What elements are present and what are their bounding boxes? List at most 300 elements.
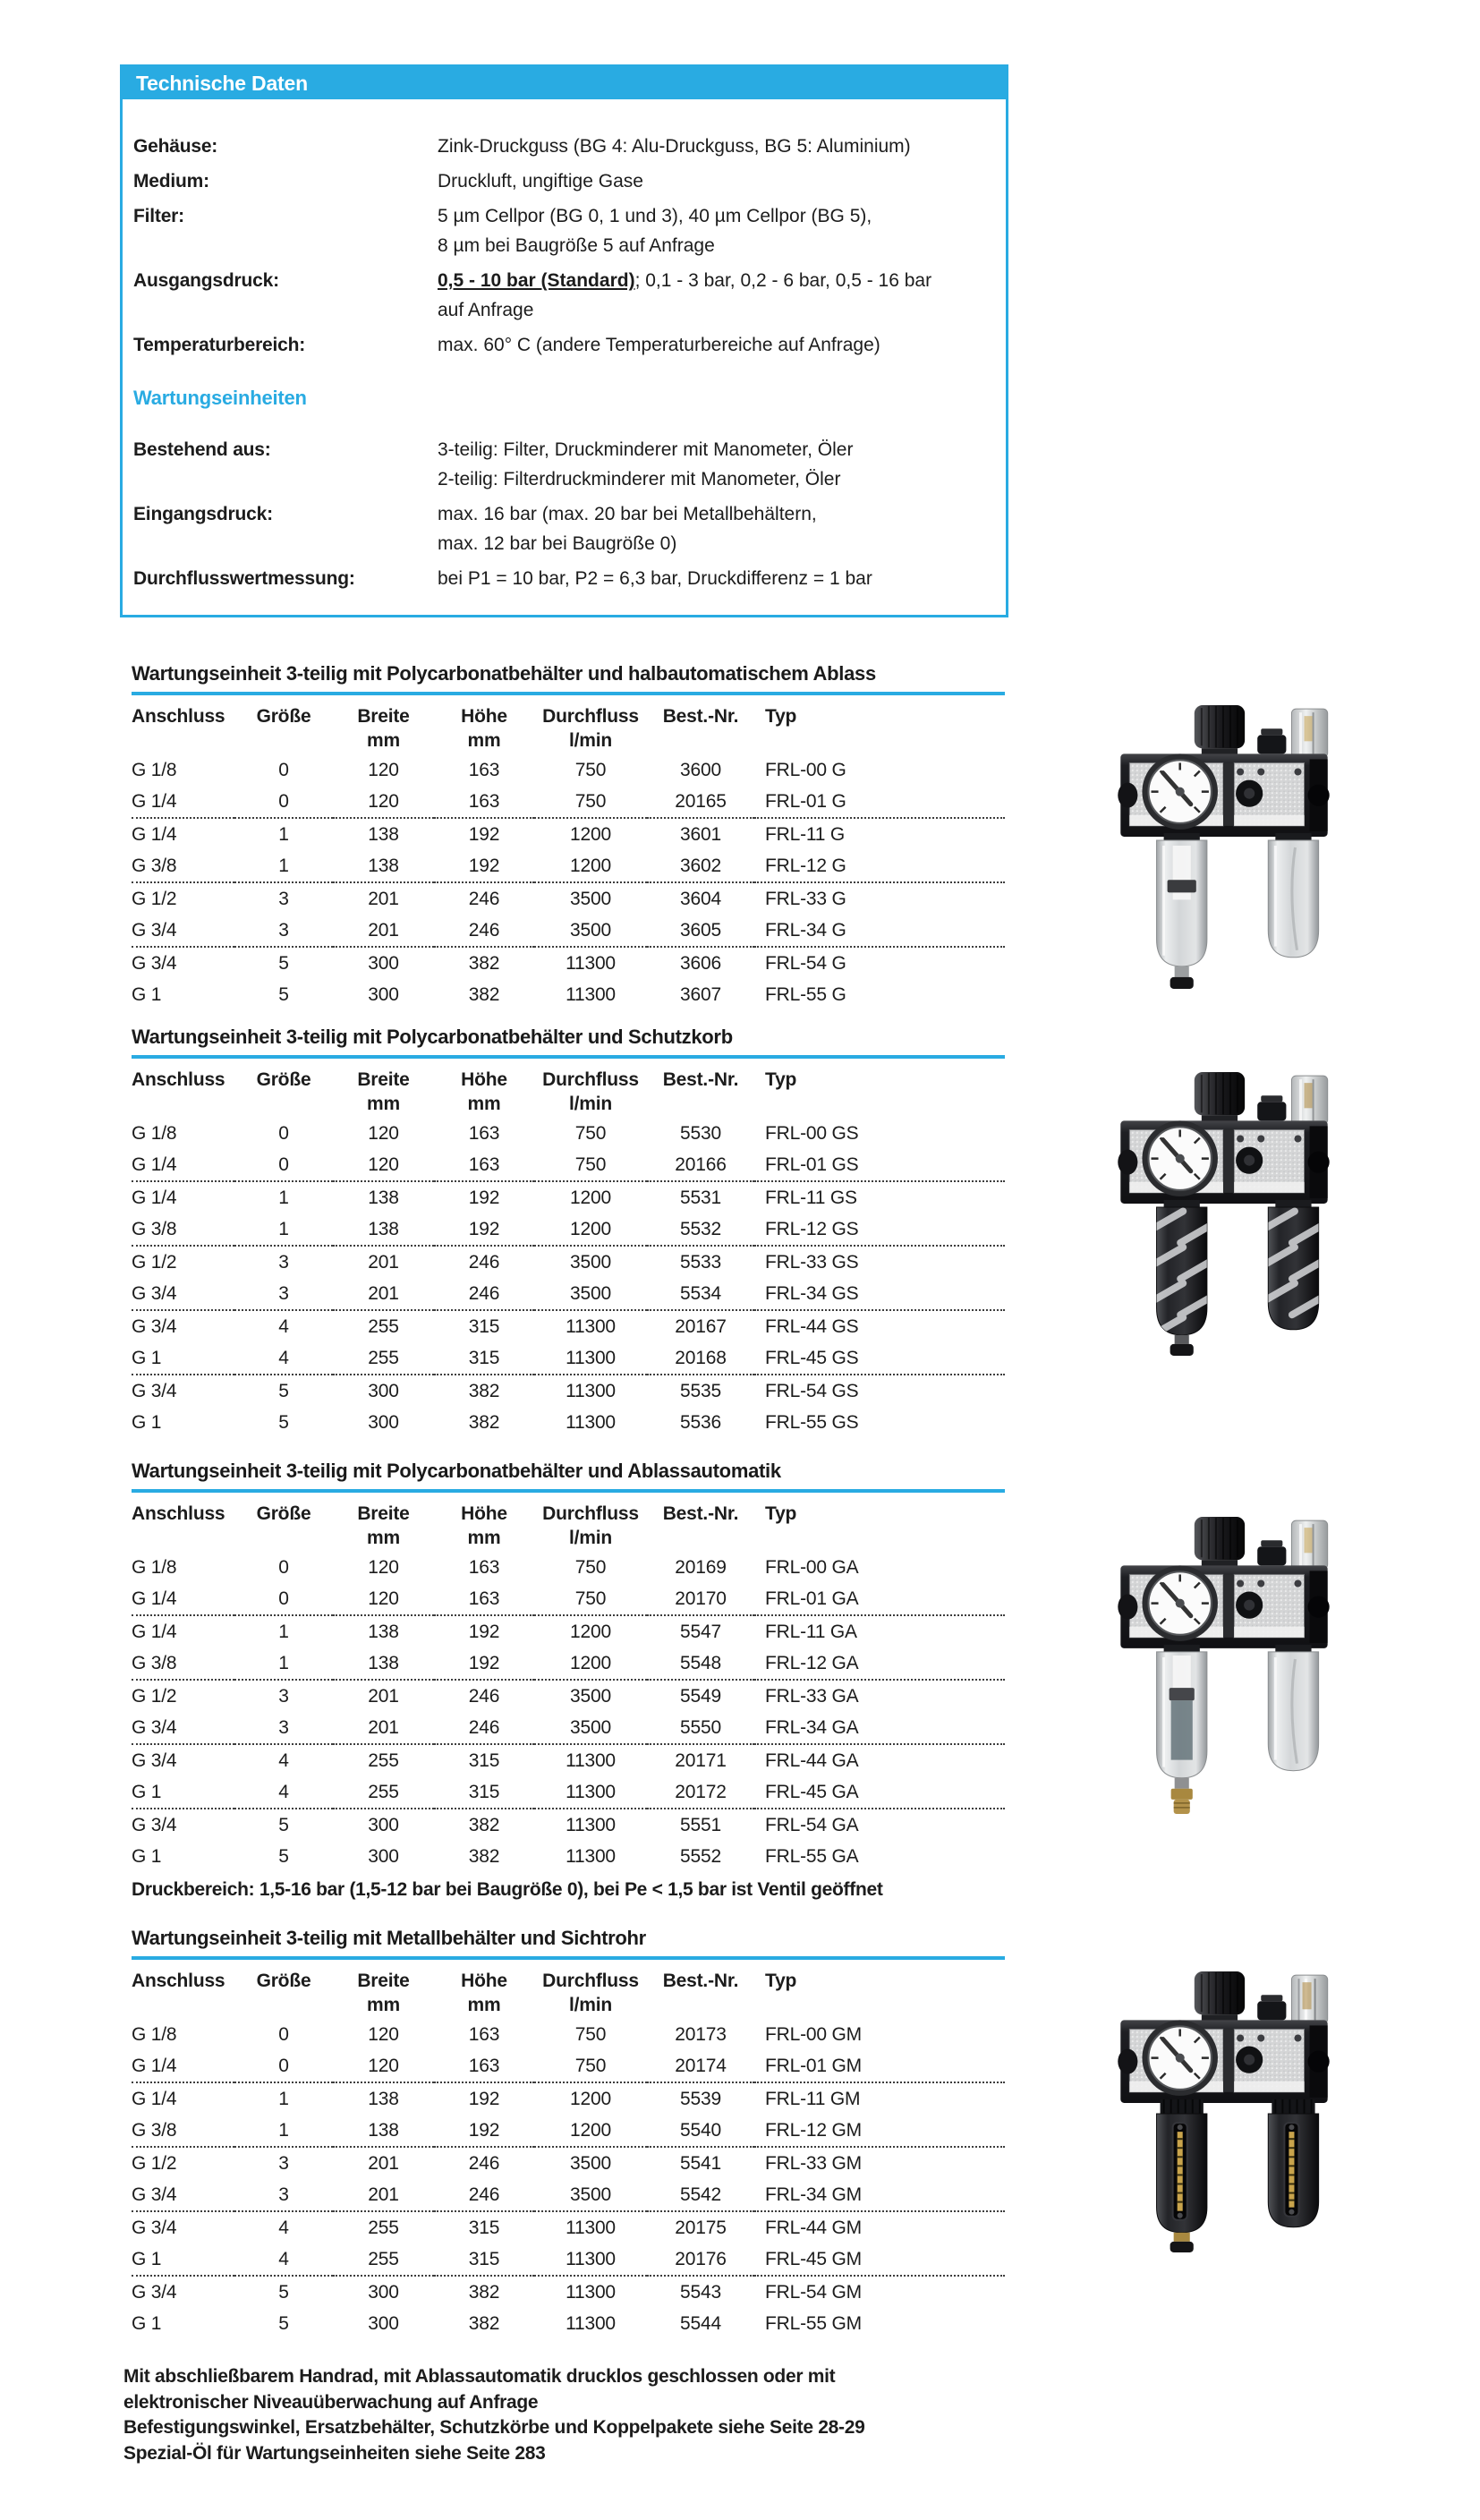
- table-header-units-row: [132, 728, 1005, 754]
- table-cell: G 3/4: [132, 1310, 234, 1342]
- table-cell: G 1/4: [132, 1615, 234, 1647]
- table-title: Wartungseinheit 3-teilig mit Polycarbonatbehälter und halbautomatischem Ablass: [132, 662, 876, 685]
- table-cell: 300: [368, 1411, 399, 1433]
- column-header: Best.-Nr.: [662, 1503, 739, 1524]
- lubricator-bowl: [1268, 833, 1318, 958]
- table-cell: 192: [434, 1181, 534, 1213]
- table-row: [132, 2211, 1005, 2243]
- table-cell: G 3/4: [132, 919, 177, 941]
- table-cell: 1200: [570, 1218, 611, 1239]
- column-header: Höhe: [461, 706, 507, 727]
- product-photo-frl-g: [1108, 696, 1342, 993]
- table-cell: 5542: [680, 2184, 721, 2205]
- column-unit: mm: [367, 1528, 400, 1548]
- column-unit: [647, 1992, 754, 2019]
- table-cell: 120: [368, 759, 399, 780]
- spec-label: Ausgangsdruck:: [133, 270, 279, 291]
- spec-value: [438, 201, 986, 260]
- table-row: [132, 850, 1005, 882]
- table-cell: 192: [434, 818, 534, 850]
- accent-rule: [132, 1489, 1005, 1493]
- table-cell: 750: [574, 1556, 607, 1578]
- table-cell: 20169: [675, 1556, 727, 1578]
- product-table: [132, 1062, 1005, 1438]
- table-cell: G 3/4: [132, 2211, 234, 2243]
- oiler-dome: [1291, 1076, 1327, 1124]
- table-cell: FRL-44 GA: [754, 1744, 1005, 1776]
- table-cell: 11300: [566, 983, 616, 1005]
- column-unit: mm: [467, 1528, 501, 1548]
- table-cell: 11300: [534, 1375, 647, 1407]
- table-cell: G 1: [132, 1347, 162, 1368]
- spec-value: [438, 499, 986, 558]
- table-cell: 11300: [534, 1310, 647, 1342]
- table-cell: 5: [234, 1375, 333, 1407]
- table-cell: 3602: [680, 855, 721, 876]
- table-cell: G 3/4: [132, 1282, 177, 1304]
- product-table-section-1: [132, 662, 1005, 1010]
- panel-title: Technische Daten: [123, 67, 1006, 99]
- table-cell: G 3/8: [132, 2119, 177, 2141]
- table-cell: FRL-33 GA: [754, 1680, 1005, 1712]
- table-cell: G 1/8: [132, 1556, 177, 1578]
- brass-drain: [1170, 2233, 1194, 2252]
- table-cell: FRL-11 GM: [754, 2082, 1005, 2115]
- column-unit: [234, 728, 333, 754]
- table-cell: 0: [278, 2023, 289, 2045]
- table-cell: 5: [278, 2312, 289, 2334]
- table-cell: FRL-12 GM: [765, 2119, 862, 2141]
- product-table: [132, 699, 1005, 1010]
- column-header: Anschluss: [132, 1503, 225, 1524]
- table-cell: G 1: [132, 2248, 162, 2269]
- table-cell: G 3/4: [132, 1809, 234, 1841]
- table-cell: 120: [368, 1122, 399, 1144]
- filter-bowl: [1157, 833, 1207, 989]
- table-cell: 120: [368, 790, 399, 812]
- table-cell: 11300: [566, 1347, 616, 1368]
- table-cell: FRL-12 G: [765, 855, 846, 876]
- table-cell: 201: [368, 919, 399, 941]
- spec-value-line: 3-teilig: Filter, Druckminderer mit Manometer, Öler: [438, 439, 854, 460]
- table-cell: 201: [368, 2184, 399, 2205]
- table-cell: 750: [574, 790, 607, 812]
- column-unit: [647, 728, 754, 754]
- table-cell: 1200: [534, 818, 647, 850]
- table-cell: 3604: [647, 882, 754, 915]
- technical-data-panel: [120, 64, 1008, 617]
- product-table: [132, 1496, 1005, 1872]
- table-cell: 3607: [680, 983, 721, 1005]
- column-header: Best.-Nr.: [662, 1069, 739, 1090]
- column-header: Höhe: [461, 1971, 507, 1991]
- table-cell: FRL-12 GA: [765, 1652, 859, 1673]
- table-cell: 315: [468, 2248, 500, 2269]
- table-cell: 315: [434, 1310, 534, 1342]
- table-cell: 120: [368, 1556, 399, 1578]
- table-cell: 300: [333, 1809, 434, 1841]
- table-cell: G 3/4: [132, 947, 234, 979]
- table-cell: 0: [278, 1122, 289, 1144]
- filter-bowl-auto-drain: [1157, 1645, 1207, 1814]
- spec-label: Filter:: [133, 206, 184, 226]
- table-cell: 11300: [566, 2312, 616, 2334]
- product-photo-frl-gm: [1108, 1962, 1342, 2261]
- table-cell: 255: [368, 1781, 399, 1802]
- table-cell: 1: [234, 818, 333, 850]
- table-row: [132, 1181, 1005, 1213]
- accent-rule: [132, 692, 1005, 695]
- filter-bowl-cage: [1149, 1200, 1215, 1356]
- table-cell: 192: [468, 1652, 500, 1673]
- column-header: Höhe: [461, 1503, 507, 1524]
- table-cell: G 1/4: [132, 1154, 177, 1175]
- spec-value: [438, 266, 986, 325]
- product-photo-frl-gs: [1108, 1063, 1342, 1360]
- table-cell: G 1/4: [132, 2082, 234, 2115]
- spec-value-line: [438, 266, 986, 295]
- table-cell: FRL-45 GA: [765, 1781, 859, 1802]
- column-header: Typ: [765, 1971, 797, 1991]
- table-cell: 3606: [647, 947, 754, 979]
- column-unit: mm: [367, 730, 400, 751]
- table-cell: 255: [333, 2211, 434, 2243]
- table-cell: FRL-00 GS: [765, 1122, 859, 1144]
- table-cell: 382: [434, 1809, 534, 1841]
- pressure-gauge: [1142, 1565, 1217, 1640]
- pressure-gauge: [1142, 753, 1218, 830]
- column-unit: [132, 728, 234, 754]
- column-unit: mm: [467, 1995, 501, 2015]
- table-cell: G 3/8: [132, 1652, 177, 1673]
- table-cell: 315: [434, 2211, 534, 2243]
- table-cell: 5547: [647, 1615, 754, 1647]
- table-cell: G 1/2: [132, 2147, 234, 2179]
- spec-value-line: 5 µm Cellpor (BG 0, 1 und 3), 40 µm Cellpor (BG 5),: [438, 206, 872, 226]
- column-unit: l/min: [568, 1995, 612, 2015]
- table-title: Wartungseinheit 3-teilig mit Metallbehälter und Sichtrohr: [132, 1927, 646, 1949]
- column-header: Typ: [765, 1069, 797, 1090]
- table-cell: 201: [368, 1716, 399, 1738]
- table-cell: FRL-34 G: [765, 919, 846, 941]
- table-cell: 1: [234, 1181, 333, 1213]
- frl-unit-illustration: [1108, 1962, 1342, 2261]
- table-cell: 20171: [647, 1744, 754, 1776]
- column-unit: l/min: [568, 1528, 612, 1548]
- regulator-knob: [1195, 1517, 1245, 1569]
- spec-value-rest: ; 0,1 - 3 bar, 0,2 - 6 bar, 0,5 - 16 bar: [634, 270, 932, 291]
- table-cell: 201: [333, 1246, 434, 1278]
- table-cell: 138: [333, 2082, 434, 2115]
- table-row: [132, 1375, 1005, 1407]
- table-cell: G 3/4: [132, 1744, 234, 1776]
- table-cell: 300: [333, 1375, 434, 1407]
- spec-value-emphasis: 0,5 - 10 bar (Standard): [438, 270, 635, 291]
- table-cell: G 1: [132, 1411, 162, 1433]
- table-cell: 255: [333, 1744, 434, 1776]
- table-cell: 5550: [680, 1716, 721, 1738]
- table-cell: 5548: [680, 1652, 721, 1673]
- table-cell: 5: [234, 947, 333, 979]
- table-row: [132, 1615, 1005, 1647]
- table-cell: 163: [468, 790, 500, 812]
- column-unit: [754, 1091, 1005, 1118]
- table-cell: 138: [368, 1218, 399, 1239]
- table-cell: 1200: [534, 2082, 647, 2115]
- spec-value-line: auf Anfrage: [438, 300, 534, 320]
- table-row: [132, 1809, 1005, 1841]
- table-cell: G 3/4: [132, 1375, 234, 1407]
- spec-row: [133, 435, 986, 494]
- table-cell: 255: [368, 2248, 399, 2269]
- spec-row: [133, 201, 986, 260]
- table-cell: G 1/4: [132, 2055, 177, 2076]
- table-cell: 246: [468, 1716, 500, 1738]
- product-table: [132, 1963, 1005, 2339]
- table-cell: 20165: [675, 790, 727, 812]
- spec-row: [133, 166, 986, 196]
- accent-rule: [132, 1055, 1005, 1059]
- regulator-knob: [1195, 705, 1245, 757]
- filter-bowl-metal-sight-tube: [1157, 2099, 1207, 2252]
- oil-fill-plug: [1257, 1540, 1286, 1565]
- column-unit: [647, 1091, 754, 1118]
- table-header-units-row: [132, 1992, 1005, 2019]
- column-unit: [132, 1992, 234, 2019]
- table-cell: FRL-34 GM: [765, 2184, 862, 2205]
- table-row: [132, 754, 1005, 786]
- table-cell: G 1: [132, 983, 162, 1005]
- table-cell: G 1: [132, 1781, 162, 1802]
- table-cell: FRL-12 GS: [765, 1218, 859, 1239]
- table-cell: FRL-54 GS: [754, 1375, 1005, 1407]
- table-cell: FRL-55 GS: [765, 1411, 859, 1433]
- column-header: Breite: [357, 1069, 410, 1090]
- table-cell: 5544: [680, 2312, 721, 2334]
- table-cell: 255: [368, 1347, 399, 1368]
- spec-row: [133, 330, 986, 360]
- product-table-section-4: [132, 1927, 1005, 2339]
- table-cell: 246: [468, 919, 500, 941]
- table-cell: FRL-11 G: [754, 818, 1005, 850]
- table-cell: 163: [468, 2023, 500, 2045]
- table-cell: FRL-33 G: [754, 882, 1005, 915]
- table-cell: 11300: [534, 2276, 647, 2308]
- column-unit: [647, 1525, 754, 1552]
- column-unit: [234, 1091, 333, 1118]
- column-unit: mm: [367, 1094, 400, 1114]
- table-cell: G 1/8: [132, 2023, 177, 2045]
- table-title: Wartungseinheit 3-teilig mit Polycarbonatbehälter und Ablassautomatik: [132, 1460, 781, 1482]
- table-cell: 20166: [675, 1154, 727, 1175]
- frl-unit-illustration: [1108, 696, 1342, 993]
- table-cell: 750: [574, 1154, 607, 1175]
- table-cell: 382: [468, 1411, 500, 1433]
- table-cell: 138: [333, 1181, 434, 1213]
- panel-subtitle: Wartungseinheiten: [133, 387, 307, 409]
- table-cell: 0: [278, 1556, 289, 1578]
- table-cell: 1200: [570, 2119, 611, 2141]
- table-cell: G 1/8: [132, 759, 177, 780]
- footer-line: elektronischer Niveauüberwachung auf Anfrage: [123, 2391, 539, 2413]
- table-cell: 3: [278, 2184, 289, 2205]
- column-unit: l/min: [568, 1094, 612, 1114]
- oiler-dome: [1291, 1975, 1327, 2023]
- table-cell: 382: [468, 1845, 500, 1867]
- column-header: Best.-Nr.: [662, 1971, 739, 1991]
- table-cell: 120: [368, 2055, 399, 2076]
- table-row: [132, 1712, 1005, 1744]
- table-row: [132, 915, 1005, 947]
- table-row: [132, 1342, 1005, 1375]
- table-note: Druckbereich: 1,5-16 bar (1,5-12 bar bei Baugröße 0), bei Pe < 1,5 bar ist Ventil geöffnet: [132, 1879, 883, 1900]
- table-cell: 20172: [675, 1781, 727, 1802]
- table-cell: 1200: [534, 1615, 647, 1647]
- table-cell: 1200: [534, 1181, 647, 1213]
- table-cell: 4: [278, 1347, 289, 1368]
- table-cell: 138: [368, 855, 399, 876]
- table-title: Wartungseinheit 3-teilig mit Polycarbonatbehälter und Schutzkorb: [132, 1026, 733, 1048]
- table-cell: FRL-44 GM: [754, 2211, 1005, 2243]
- table-cell: 300: [368, 983, 399, 1005]
- table-cell: FRL-01 G: [765, 790, 846, 812]
- table-cell: FRL-55 G: [765, 983, 846, 1005]
- table-row: [132, 1552, 1005, 1583]
- table-cell: 11300: [534, 2211, 647, 2243]
- spec-value-line: Zink-Druckguss (BG 4: Alu-Druckguss, BG 5: Aluminium): [438, 136, 911, 157]
- regulator-knob: [1195, 1971, 1245, 2023]
- table-header-row: [132, 1963, 1005, 1992]
- table-cell: 5534: [680, 1282, 721, 1304]
- spec-value: [438, 330, 986, 360]
- column-header: Breite: [357, 1503, 410, 1524]
- spec-value: [438, 166, 986, 196]
- spec-list-general: [123, 99, 1006, 360]
- table-cell: 3600: [680, 759, 721, 780]
- table-cell: 1: [278, 855, 289, 876]
- table-row: [132, 1407, 1005, 1438]
- table-cell: 138: [333, 1615, 434, 1647]
- footer-notes: [123, 2364, 1197, 2466]
- table-cell: 20174: [675, 2055, 727, 2076]
- table-cell: G 3/4: [132, 1716, 177, 1738]
- lubricator-bowl: [1268, 1645, 1318, 1771]
- table-cell: 20173: [675, 2023, 727, 2045]
- table-row: [132, 882, 1005, 915]
- table-row: [132, 1149, 1005, 1181]
- accent-rule: [132, 1956, 1005, 1960]
- column-header: Größe: [256, 1069, 311, 1090]
- table-cell: 5552: [680, 1845, 721, 1867]
- table-cell: 300: [333, 947, 434, 979]
- table-cell: FRL-01 GM: [765, 2055, 862, 2076]
- table-cell: 5: [234, 2276, 333, 2308]
- lubricator-bowl-cage: [1260, 1200, 1326, 1330]
- spec-label: Temperaturbereich:: [133, 335, 306, 355]
- table-cell: 246: [434, 882, 534, 915]
- table-cell: 300: [368, 1845, 399, 1867]
- table-cell: FRL-44 GS: [754, 1310, 1005, 1342]
- table-row: [132, 2019, 1005, 2050]
- spec-label: Medium:: [133, 171, 209, 192]
- table-cell: 5549: [647, 1680, 754, 1712]
- table-cell: 5533: [647, 1246, 754, 1278]
- table-cell: 163: [468, 1588, 500, 1609]
- oil-fill-plug: [1257, 1995, 1286, 2020]
- table-cell: G 1/2: [132, 1246, 234, 1278]
- table-cell: G 1: [132, 1845, 162, 1867]
- table-cell: 3: [234, 1680, 333, 1712]
- table-cell: 5: [278, 983, 289, 1005]
- table-cell: FRL-55 GM: [765, 2312, 862, 2334]
- table-cell: FRL-00 G: [765, 759, 846, 780]
- table-cell: FRL-34 GS: [765, 1282, 859, 1304]
- table-row: [132, 947, 1005, 979]
- oil-fill-plug: [1257, 728, 1286, 753]
- table-cell: 382: [434, 947, 534, 979]
- table-row: [132, 1744, 1005, 1776]
- table-cell: 3500: [534, 2147, 647, 2179]
- spec-label: Eingangsdruck:: [133, 504, 273, 524]
- table-row: [132, 1246, 1005, 1278]
- table-cell: 3500: [570, 1282, 611, 1304]
- table-cell: 192: [468, 2119, 500, 2141]
- table-cell: 11300: [566, 1781, 616, 1802]
- table-cell: FRL-54 GA: [754, 1809, 1005, 1841]
- table-cell: 120: [368, 1588, 399, 1609]
- pressure-gauge: [1142, 1120, 1218, 1196]
- column-unit: mm: [467, 730, 501, 751]
- table-cell: 0: [278, 1154, 289, 1175]
- table-cell: G 1/8: [132, 1122, 177, 1144]
- table-row: [132, 1213, 1005, 1246]
- table-cell: 382: [434, 1375, 534, 1407]
- table-cell: 11300: [534, 1809, 647, 1841]
- table-cell: 246: [468, 2184, 500, 2205]
- table-cell: FRL-55 GA: [765, 1845, 859, 1867]
- table-row: [132, 2147, 1005, 2179]
- table-cell: 3500: [534, 1680, 647, 1712]
- table-row: [132, 2276, 1005, 2308]
- table-cell: 20175: [647, 2211, 754, 2243]
- table-row: [132, 2115, 1005, 2147]
- table-cell: FRL-45 GM: [765, 2248, 862, 2269]
- column-unit: [132, 1091, 234, 1118]
- table-cell: G 1/4: [132, 1181, 234, 1213]
- table-cell: 300: [333, 2276, 434, 2308]
- table-cell: 1: [278, 1652, 289, 1673]
- table-cell: 5536: [680, 1411, 721, 1433]
- table-cell: FRL-01 GS: [765, 1154, 859, 1175]
- footer-line: Mit abschließbarem Handrad, mit Ablassautomatik drucklos geschlossen oder mit: [123, 2366, 836, 2387]
- product-photo-frl-ga: [1108, 1508, 1342, 1818]
- table-cell: FRL-33 GM: [754, 2147, 1005, 2179]
- table-cell: 192: [468, 1218, 500, 1239]
- table-row: [132, 2082, 1005, 2115]
- spec-value: [438, 132, 986, 161]
- table-cell: FRL-00 GA: [765, 1556, 859, 1578]
- table-cell: 5539: [647, 2082, 754, 2115]
- table-cell: 750: [574, 759, 607, 780]
- table-cell: 138: [333, 818, 434, 850]
- column-unit: l/min: [568, 730, 612, 751]
- table-cell: 1: [234, 2082, 333, 2115]
- table-row: [132, 818, 1005, 850]
- table-cell: 382: [468, 2312, 500, 2334]
- table-cell: 750: [574, 1122, 607, 1144]
- table-cell: 11300: [534, 1744, 647, 1776]
- table-cell: 246: [468, 1282, 500, 1304]
